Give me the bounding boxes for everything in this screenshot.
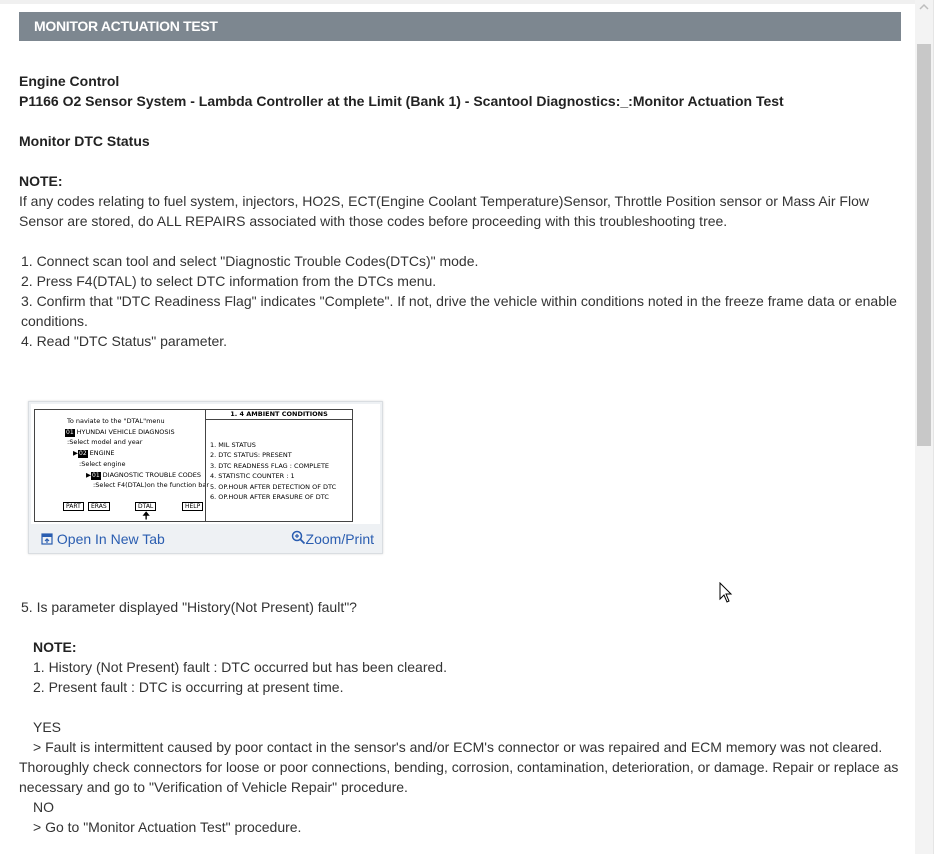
figure-text: 3. DTC READNESS FLAG : COMPLETE [210,462,330,470]
figure-text [73,448,115,459]
vertical-scrollbar[interactable] [915,0,941,854]
step-1: 1. Connect scan tool and select "Diagnostic Trouble Codes(DTCs)" mode. [21,253,479,269]
figure-text: 4. STATISTIC COUNTER : 1 [210,472,295,480]
figure-text: DIAGNOSTIC TROUBLE CODES [102,471,202,479]
no-text: > Go to "Monitor Actuation Test" procedure. [33,819,302,835]
scroll-up-arrow-icon[interactable] [915,0,933,12]
open-in-new-tab-label: Open In New Tab [56,531,165,547]
step-4: 4. Read "DTC Status" parameter. [21,333,228,349]
step-3: 3. Confirm that "DTC Readiness Flag" indicates "Complete". If not, drive the vehicle within conditions noted in the freeze frame data or enable conditions. [21,293,897,329]
note-label: NOTE: [19,173,63,189]
menu-number: 02 [79,450,87,457]
dtc-title: P1166 O2 Sensor System - Lambda Controller at the Limit (Bank 1) - Scantool Diagnostics:_:Monitor Actuation Test [19,93,784,109]
figure-right-title: 1. 4 AMBIENT CONDITIONS [206,410,352,420]
step-5-note-label: NOTE: [33,639,77,655]
arrow-right-icon: ▶ [73,449,78,457]
zoom-icon [291,526,306,554]
zoom-print-link[interactable] [291,525,374,554]
figure-text: 6. OP.HOUR AFTER ERASURE OF DTC [210,493,329,501]
figure-left-panel [34,409,210,522]
document-content [19,12,901,837]
window-edge [933,0,941,854]
yes-text [19,737,901,797]
open-in-new-tab-link[interactable] [41,525,165,554]
zoom-print-label: Zoom/Print [305,531,374,547]
figure-text: 1. MIL STATUS [210,441,256,449]
yes-label: YES [33,719,62,735]
arrow-up-icon: 🠉 [142,511,151,522]
mouse-cursor-icon [719,582,733,604]
step-2: 2. Press F4(DTAL) to select DTC information from the DTCs menu. [21,273,437,289]
step-5-note-1: 1. History (Not Present) fault : DTC occurred but has been cleared. [33,659,447,675]
figure-text: 5. OP.HOUR AFTER DETECTION OF DTC [210,483,337,491]
figure-text: :Select model and year [67,438,143,446]
function-key-part: PART [63,502,84,511]
step-5-note-2: 2. Present fault : DTC is occurring at present time. [33,679,344,695]
section-title: Monitor DTC Status [19,133,150,149]
figure-text: :Select F4(DTAL)on the function bar [93,481,210,489]
scan-tool-figure [28,401,383,554]
new-tab-icon [41,526,53,554]
function-key-help: HELP [182,502,203,511]
yes-text-line-1: > Fault is intermittent caused by poor contact in the sensor's and/or ECM's connector or was repaired and ECM memory was not cleared. [33,739,883,755]
figure-image [31,404,380,524]
figure-text [65,427,175,438]
top-divider [0,0,915,4]
arrow-right-icon: ▶ [86,471,91,479]
figure-text: 2. DTC STATUS: PRESENT [210,451,292,459]
note-text: If any codes relating to fuel system, injectors, HO2S, ECT(Engine Coolant Temperature)Sensor, Throttle Position sensor or Mass Air Flow Sensor are stored, do ALL REPAIRS associated with those codes before proceeding with this troubleshooting tree. [19,193,869,229]
figure-right-panel [205,409,353,522]
system-name: Engine Control [19,73,120,89]
section-header: MONITOR ACTUATION TEST [19,12,901,41]
menu-number: 01 [66,429,74,436]
no-label: NO [33,799,54,815]
figure-text [86,470,201,481]
scrollbar-thumb[interactable] [917,44,931,446]
figure-text: To naviate to the "DTAL"menu [67,417,165,425]
figure-text: :Select engine [79,460,126,468]
function-key-eras: ERAS [88,502,110,511]
figure-text: ENGINE [89,449,115,457]
function-key-dtal: DTAL [135,502,156,511]
yes-text-line-2: Thoroughly check connectors for loose or poor connections, bending, corrosion, contamination, deterioration, or damage. Repair or replace as necessary and go to "Verification of Vehicle Repair" procedure. [19,759,899,795]
step-5-question: 5. Is parameter displayed "History(Not Present) fault"? [21,599,357,615]
figure-text: HYUNDAI VEHICLE DIAGNOSIS [76,428,175,436]
figure-footer [29,525,382,553]
menu-number: 01 [92,472,100,479]
